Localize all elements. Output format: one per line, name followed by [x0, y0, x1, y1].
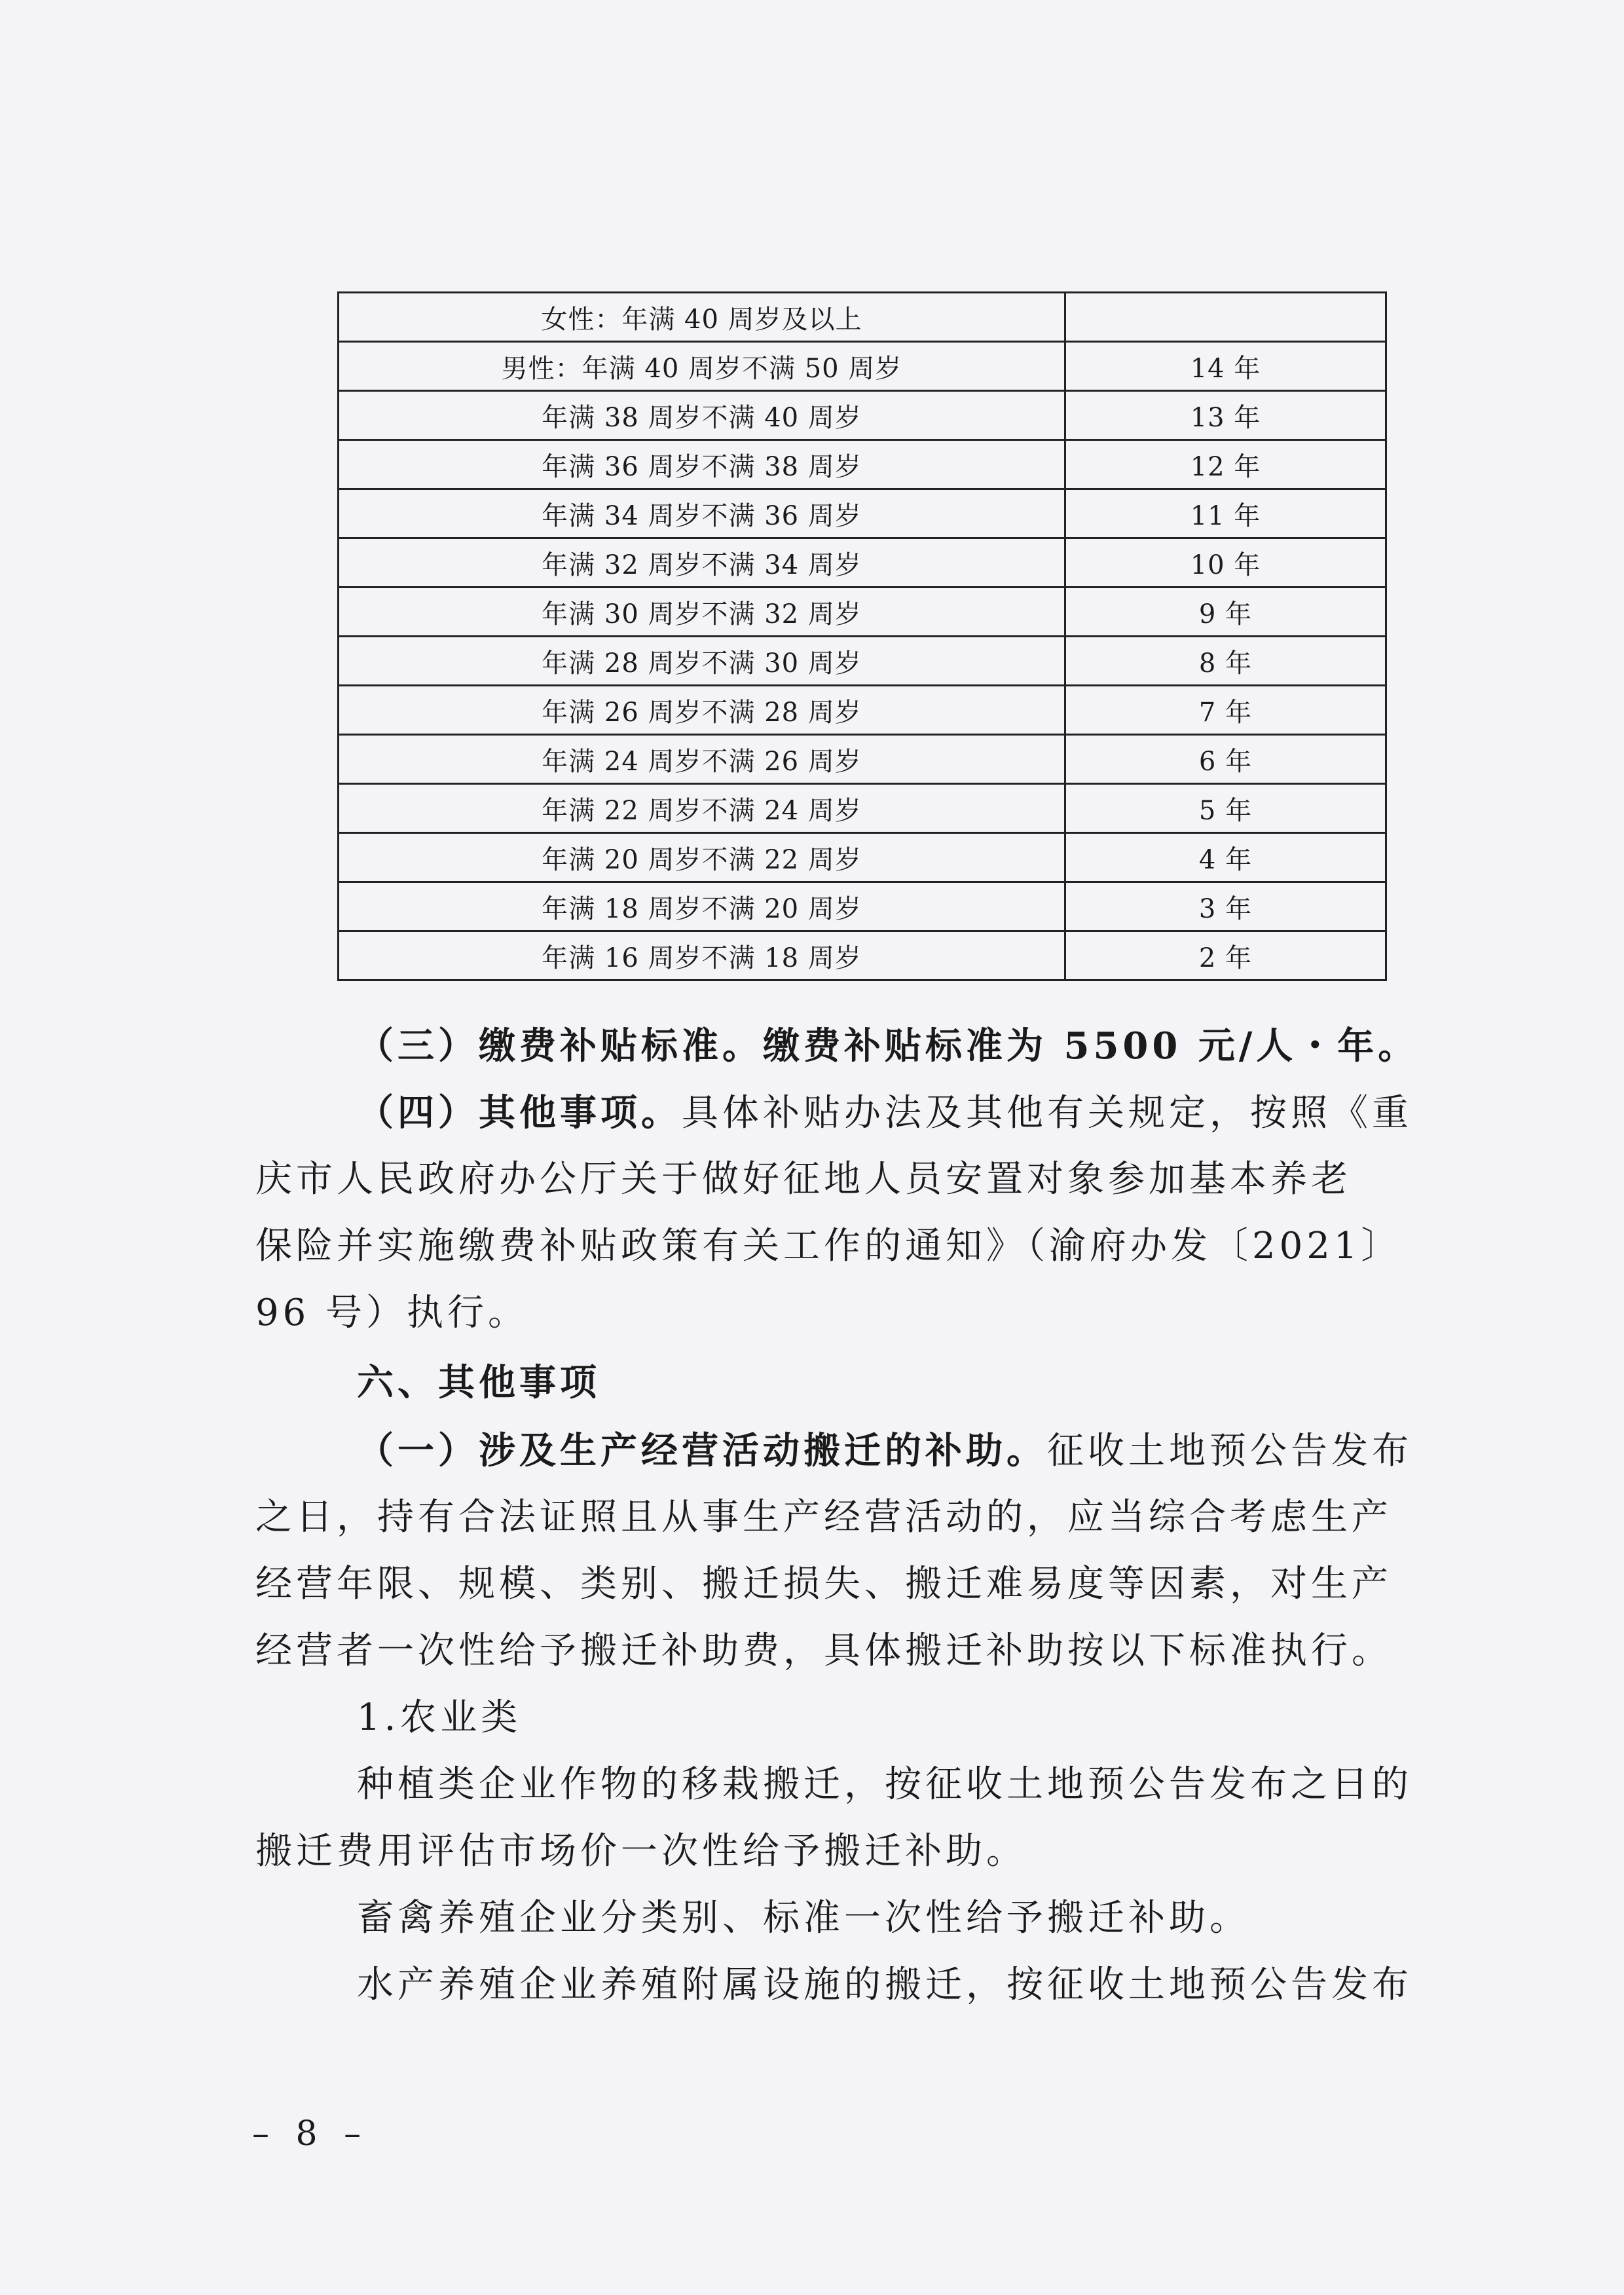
section-4-heading: （四）其他事项。 — [357, 1091, 682, 1134]
table-row — [339, 882, 1386, 931]
years-cell: 3 年 — [1065, 882, 1386, 931]
table-row — [339, 588, 1386, 637]
section-3-text: 缴费补贴标准为 5500 元/人・年。 — [763, 1024, 1419, 1068]
table-row — [339, 784, 1386, 833]
subsection-1-line-3: 经营年限、规模、类别、搬迁损失、搬迁难易度等因素，对生产 — [255, 1563, 1392, 1605]
age-range-cell: 年满 36 周岁不满 38 周岁 — [339, 440, 1065, 489]
years-cell: 2 年 — [1065, 931, 1386, 980]
years-cell: 12 年 — [1065, 440, 1386, 489]
table-row — [339, 342, 1386, 391]
table-row — [339, 538, 1386, 588]
age-range-cell: 年满 26 周岁不满 28 周岁 — [339, 686, 1065, 735]
years-cell: 4 年 — [1065, 833, 1386, 882]
subsection-1-heading: （一）涉及生产经营活动搬迁的补助。 — [357, 1429, 1047, 1472]
section-4-text-1: 具体补贴办法及其他有关规定，按照《重 — [682, 1092, 1412, 1134]
table-row — [339, 293, 1386, 342]
section-3-paragraph — [357, 1020, 1470, 1072]
table-row — [339, 833, 1386, 882]
section-6-heading: 六、其他事项 — [357, 1361, 600, 1404]
age-range-cell: 年满 30 周岁不满 32 周岁 — [339, 588, 1065, 637]
years-cell: 5 年 — [1065, 784, 1386, 833]
age-range-cell: 年满 38 周岁不满 40 周岁 — [339, 391, 1065, 440]
agriculture-para-2: 畜禽养殖企业分类别、标准一次性给予搬迁补助。 — [357, 1897, 1250, 1939]
subsection-1-text-1: 征收土地预公告发布 — [1047, 1430, 1412, 1472]
age-range-cell: 女性：年满 40 周岁及以上 — [339, 293, 1065, 342]
age-range-cell: 年满 20 周岁不满 22 周岁 — [339, 833, 1065, 882]
years-cell: 10 年 — [1065, 538, 1386, 588]
years-cell: 7 年 — [1065, 686, 1386, 735]
years-cell: 6 年 — [1065, 735, 1386, 784]
section-4-line-2: 庆市人民政府办公厅关于做好征地人员安置对象参加基本养老 — [255, 1158, 1352, 1201]
years-cell — [1065, 293, 1386, 342]
age-range-cell: 年满 34 周岁不满 36 周岁 — [339, 489, 1065, 538]
years-cell: 11 年 — [1065, 489, 1386, 538]
section-4-line-3: 保险并实施缴费补贴政策有关工作的通知》（渝府办发〔2021〕 — [255, 1225, 1402, 1267]
table-body — [339, 293, 1386, 980]
subsection-1-line-1 — [357, 1425, 1562, 1477]
page-number: – 8 – — [252, 2114, 369, 2154]
table-row — [339, 931, 1386, 980]
age-range-cell: 年满 32 周岁不满 34 周岁 — [339, 538, 1065, 588]
years-cell: 8 年 — [1065, 637, 1386, 686]
section-3-heading: （三）缴费补贴标准。 — [357, 1024, 763, 1068]
table-row — [339, 735, 1386, 784]
years-cell: 13 年 — [1065, 391, 1386, 440]
years-cell: 9 年 — [1065, 588, 1386, 637]
table-row — [339, 489, 1386, 538]
age-range-cell: 年满 24 周岁不满 26 周岁 — [339, 735, 1065, 784]
age-range-cell: 年满 22 周岁不满 24 周岁 — [339, 784, 1065, 833]
agriculture-para-3: 水产养殖企业养殖附属设施的搬迁，按征收土地预公告发布 — [357, 1964, 1412, 2006]
section-4-line-4: 96 号）执行。 — [255, 1292, 529, 1334]
age-range-cell: 年满 16 周岁不满 18 周岁 — [339, 931, 1065, 980]
subsection-1-line-4: 经营者一次性给予搬迁补助费，具体搬迁补助按以下标准执行。 — [255, 1630, 1392, 1672]
age-range-cell: 年满 28 周岁不满 30 周岁 — [339, 637, 1065, 686]
section-4-line-1 — [357, 1087, 1562, 1139]
agriculture-heading: 1.农业类 — [357, 1696, 522, 1739]
table-row — [339, 391, 1386, 440]
years-cell: 14 年 — [1065, 342, 1386, 391]
table-row — [339, 637, 1386, 686]
age-range-cell: 年满 18 周岁不满 20 周岁 — [339, 882, 1065, 931]
agriculture-para-1-line-1: 种植类企业作物的移栽搬迁，按征收土地预公告发布之日的 — [357, 1763, 1412, 1806]
table-row — [339, 686, 1386, 735]
table-row — [339, 440, 1386, 489]
subsection-1-line-2: 之日，持有合法证照且从事生产经营活动的，应当综合考虑生产 — [255, 1496, 1392, 1539]
age-years-table — [337, 291, 1387, 981]
agriculture-para-1-line-2: 搬迁费用评估市场价一次性给予搬迁补助。 — [255, 1830, 1027, 1873]
age-range-cell: 男性：年满 40 周岁不满 50 周岁 — [339, 342, 1065, 391]
